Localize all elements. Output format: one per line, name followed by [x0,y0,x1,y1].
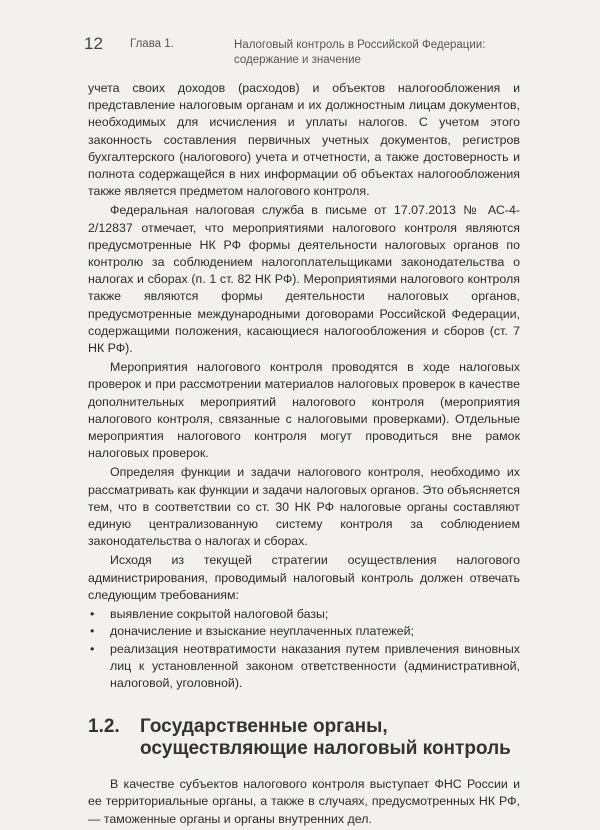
running-title-line2: содержание и значение [234,54,361,66]
page-number: 12 [84,34,103,53]
section-title-line1: Государственные органы, [140,716,388,738]
list-item [88,606,520,623]
paragraph: Федеральная налоговая служба в письме от 17.07.2013 № АС-4-2/12837 отмечает, что мероприятиями налогового контроля являются предусмотренные НК РФ формы деятельности налоговых органов по контролю за соблюдением налогоплательщиками законодательства о налогах и сборах (п. 1 ст. 82 НК РФ). Мероприятиями налогового контроля также являются формы деятельности налоговых органов, предусмотренные международными договорами Российской Федерации, содержащими положения, касающиеся налогообложения и сборов (ст. 7 НК РФ). [88,203,520,356]
chapter-label: Глава 1. [130,38,174,50]
list-item-text: выявление сокрытой налоговой базы; [110,607,329,622]
section-title-line2: осуществляющие налоговый контроль [140,738,511,760]
bullet-icon: • [90,607,95,622]
list-item-text: реализация неотвратимости наказания путем привлечения виновных лиц к установленной законом ответственности (административной, налоговой, уголовной). [110,641,520,690]
paragraph: Определяя функции и задачи налогового контроля, необходимо их рассматривать как функции и задачи налоговых органов. Это объясняется тем, что в соответствии со ст. 30 НК РФ налоговые органы составляют единую централизованную систему контроля за соблюдением законодательства о налогах и сборах. [88,465,520,549]
page-content [88,80,520,830]
paragraph: учета своих доходов (расходов) и объектов налогообложения и представление налоговым органам и их должностным лицам документов, необходимых для исчисления и уплаты налогов. С учетом этого законность составления первичных учетных документов, регистров бухгалтерского (налогового) учета и отчетности, а также достоверность и полнота содержащейся в них информации об объектах налогообложения также является предметом налогового контроля. [88,81,520,199]
running-title-line1: Налоговый контроль в Российской Федерации: [234,39,486,51]
section-heading [88,716,520,760]
paragraph: Исходя из текущей стратегии осуществления налогового администрирования, проводимый налоговый контроль должен отвечать следующим требованиям: [88,553,520,602]
list-item-text: доначисление и взыскание неуплаченных платежей; [110,624,414,639]
bullet-icon: • [90,624,95,639]
running-title [234,38,534,68]
list-item [88,623,520,640]
bullet-icon: • [90,641,95,656]
section-title [140,716,511,760]
page-header [84,30,540,78]
paragraph: В качестве субъектов налогового контроля выступает ФНС России и ее территориальные органы, а также в случаях, предусмотренных НК РФ, — таможенные органы и органы внутренних дел. [88,777,520,826]
requirements-list [88,606,520,692]
list-item [88,641,520,693]
paragraph: Мероприятия налогового контроля проводятся в ходе налоговых проверок и при рассмотрении материалов налоговых проверок в качестве дополнительных мероприятий налогового контроля (мероприятия налогового контроля, связанные с налоговыми проверками). Отдельные мероприятия налогового контроля могут проводиться вне рамок налоговых проверок. [88,360,520,461]
section-number: 1.2. [88,716,120,738]
